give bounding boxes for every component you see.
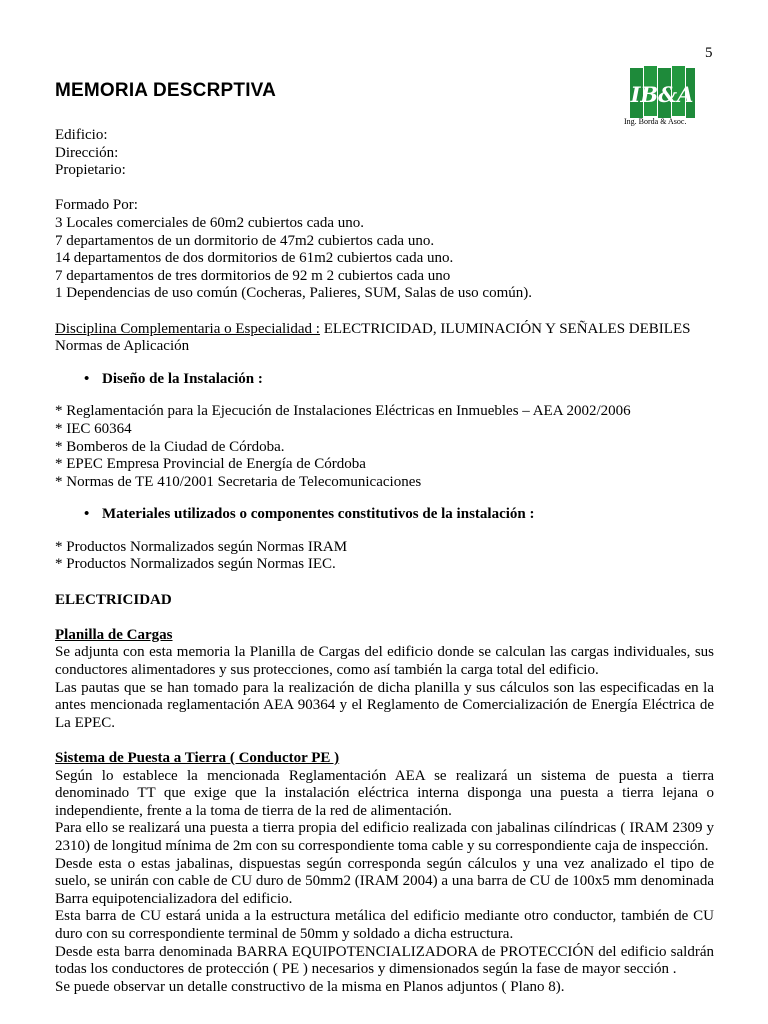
material-item: * Productos Normalizados según Normas IRAM <box>55 538 348 555</box>
materiales-heading: • Materiales utilizados o componentes constitutivos de la instalación : <box>84 506 535 523</box>
norma-item: * EPEC Empresa Provincial de Energía de Córdoba <box>55 456 366 473</box>
document-body <box>55 127 714 996</box>
normas-label: Normas de Aplicación <box>55 338 190 355</box>
material-item: * Productos Normalizados según Normas IEC. <box>55 556 336 573</box>
page-number: 5 <box>705 45 713 61</box>
page-title: MEMORIA DESCRPTIVA <box>55 80 277 101</box>
norma-item: * Bomberos de la Ciudad de Córdoba. <box>55 438 285 455</box>
bullet-icon: • <box>84 370 90 387</box>
puesta-tierra-paragraph: Según lo establece la mencionada Reglamentación AEA se realizará un sistema de puesta a tierra denominado TT que exige que la instalación eléctrica interna disponga una puesta a tierra lejana o independiente, frente a la toma de tierra de la red de alimentación. <box>55 767 714 819</box>
puesta-tierra-paragraph: Se puede observar un detalle constructivo de la misma en Planos adjuntos ( Plano 8). <box>55 978 565 995</box>
norma-item: * Normas de TE 410/2001 Secretaria de Telecomunicaciones <box>55 473 422 490</box>
disciplina-label: Disciplina Complementaria o Especialidad : <box>55 320 320 337</box>
norma-item: * Reglamentación para la Ejecución de Instalaciones Eléctricas en Inmuebles – AEA 2002/2006 <box>55 403 631 420</box>
field-direccion: Dirección: <box>55 144 119 161</box>
formado-item: 7 departamentos de tres dormitorios de 92 m 2 cubiertos cada uno <box>55 267 451 284</box>
planilla-paragraph: Las pautas que se han tomado para la realización de dicha planilla y sus cálculos son las especificadas en la antes mencionada reglamentación AEA 90364 y el Reglamento de Comercialización de Energía Eléctrica de La EPEC. <box>55 679 714 731</box>
disciplina-line <box>55 321 714 339</box>
field-propietario: Propietario: <box>55 162 126 179</box>
formado-item: 7 departamentos de un dormitorio de 47m2 cubiertos cada uno. <box>55 232 435 249</box>
puesta-tierra-paragraph: Desde esta o estas jabalinas, dispuestas según corresponda según cálculos y una vez analizado el tipo de suelo, se unirán con cable de CU duro de 50mm2 (IRAM 2004) a una barra de CU de 100x5 mm denominada Barra equipotencializadora del edificio. <box>55 855 714 907</box>
planilla-paragraph: Se adjunta con esta memoria la Planilla de Cargas del edificio donde se calculan las cargas individuales, sus conductores alimentadores y sus protecciones, como así también la carga total del edificio. <box>55 644 714 679</box>
puesta-tierra-paragraph: Para ello se realizará una puesta a tierra propia del edificio realizada con jabalinas cilíndricas ( IRAM 2309 y 2310) de longitud mínima de 2m con su correspondiente toma cable y su correspondiente caja de inspección. <box>55 820 714 854</box>
puesta-tierra-heading: Sistema de Puesta a Tierra ( Conductor PE ) <box>55 750 340 766</box>
formado-item: 14 departamentos de dos dormitorios de 61m2 cubiertos cada uno. <box>55 250 454 267</box>
formado-item: 3 Locales comerciales de 60m2 cubiertos cada uno. <box>55 214 365 231</box>
electricidad-heading: ELECTRICIDAD <box>55 591 172 608</box>
logo-text: IB&A <box>630 82 694 107</box>
field-edificio: Edificio: <box>55 127 108 143</box>
disciplina-value: ELECTRICIDAD, ILUMINACIÓN Y SEÑALES DEBILES <box>319 320 691 337</box>
planilla-heading: Planilla de Cargas <box>55 626 173 643</box>
puesta-tierra-paragraph: Esta barra de CU estará unida a la estructura metálica del edificio mediante otro conductor, también de CU duro con su correspondiente terminal de 50mm y soldado a dicha estructura. <box>55 908 714 942</box>
diseno-heading: • Diseño de la Instalación : <box>84 370 263 387</box>
norma-item: * IEC 60364 <box>55 420 132 437</box>
logo-caption: Ing. Borda & Asoc. <box>624 117 687 126</box>
formado-item: 1 Dependencias de uso común (Cocheras, Palieres, SUM, Salas de uso común). <box>55 285 532 302</box>
puesta-tierra-paragraph: Desde esta barra denominada BARRA EQUIPOTENCIALIZADORA de PROTECCIÓN del edificio saldrán todas los conductores de protección ( PE ) necesarios y dimensionados según la fase de mayor sección . <box>55 943 714 978</box>
bullet-icon: • <box>84 506 90 523</box>
formado-por-label: Formado Por: <box>55 197 138 214</box>
